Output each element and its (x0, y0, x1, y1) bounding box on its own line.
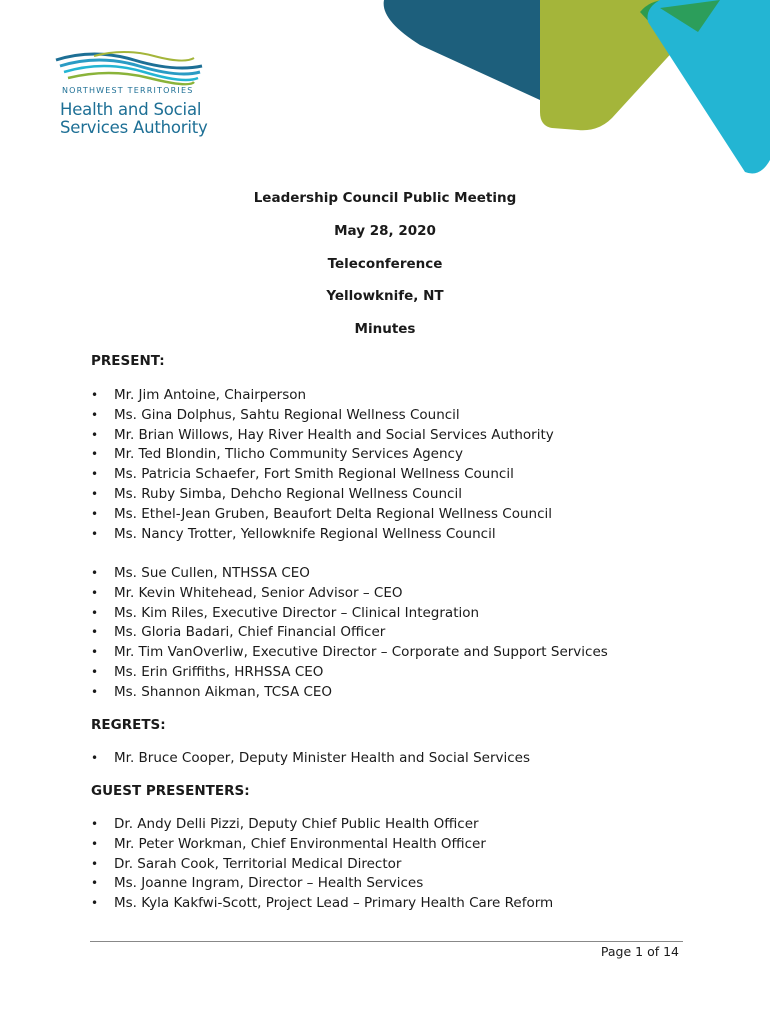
list-item: • Ms. Nancy Trotter, Yellowknife Regional Wellness Council (91, 525, 554, 545)
meeting-date: May 28, 2020 (334, 223, 436, 239)
list-item: • Dr. Andy Delli Pizzi, Deputy Chief Public Health Officer (91, 815, 553, 835)
list-item: • Ms. Ethel-Jean Gruben, Beaufort Delta Regional Wellness Council (91, 505, 554, 525)
list-item: • Ms. Sue Cullen, NTHSSA CEO (91, 564, 608, 584)
guest-presenters-heading: GUEST PRESENTERS: (91, 783, 250, 799)
list-item: • Ms. Erin Griffiths, HRHSSA CEO (91, 663, 608, 683)
logo-line-2: Services Authority (60, 118, 208, 137)
list-item: • Mr. Bruce Cooper, Deputy Minister Health and Social Services (91, 749, 530, 769)
regrets-heading: REGRETS: (91, 717, 166, 733)
logo-org-name: NORTHWEST TERRITORIES (62, 86, 194, 95)
meeting-location: Yellowknife, NT (326, 288, 444, 304)
present-list-staff (91, 564, 608, 703)
list-item: • Mr. Brian Willows, Hay River Health and Social Services Authority (91, 426, 554, 446)
list-item: • Mr. Tim VanOverliw, Executive Director – Corporate and Support Services (91, 643, 608, 663)
guest-presenters-list (91, 815, 553, 914)
footer-divider (90, 941, 683, 942)
meeting-format: Teleconference (327, 256, 443, 272)
list-item: • Ms. Shannon Aikman, TCSA CEO (91, 683, 608, 703)
meeting-title: Leadership Council Public Meeting (253, 190, 517, 206)
list-item: • Ms. Joanne Ingram, Director – Health Services (91, 874, 553, 894)
cyan-shape (648, 0, 770, 174)
page-number: Page 1 of 14 (600, 944, 679, 959)
list-item: • Mr. Kevin Whitehead, Senior Advisor – CEO (91, 584, 608, 604)
document-type: Minutes (354, 321, 416, 337)
list-item: • Ms. Ruby Simba, Dehcho Regional Wellness Council (91, 485, 554, 505)
regrets-list (91, 749, 530, 769)
list-item: • Ms. Kyla Kakfwi-Scott, Project Lead – Primary Health Care Reform (91, 894, 553, 914)
list-item: • Ms. Gina Dolphus, Sahtu Regional Wellness Council (91, 406, 554, 426)
present-heading: PRESENT: (91, 353, 165, 369)
logo-line-1: Health and Social (60, 100, 202, 119)
list-item: • Ms. Kim Riles, Executive Director – Clinical Integration (91, 604, 608, 624)
list-item: • Mr. Peter Workman, Chief Environmental Health Officer (91, 835, 553, 855)
list-item: • Mr. Ted Blondin, Tlicho Community Services Agency (91, 445, 554, 465)
present-list-council (91, 386, 554, 544)
list-item: • Dr. Sarah Cook, Territorial Medical Director (91, 855, 553, 875)
list-item: • Ms. Patricia Schaefer, Fort Smith Regional Wellness Council (91, 465, 554, 485)
list-item: • Ms. Gloria Badari, Chief Financial Officer (91, 623, 608, 643)
list-item: • Mr. Jim Antoine, Chairperson (91, 386, 554, 406)
